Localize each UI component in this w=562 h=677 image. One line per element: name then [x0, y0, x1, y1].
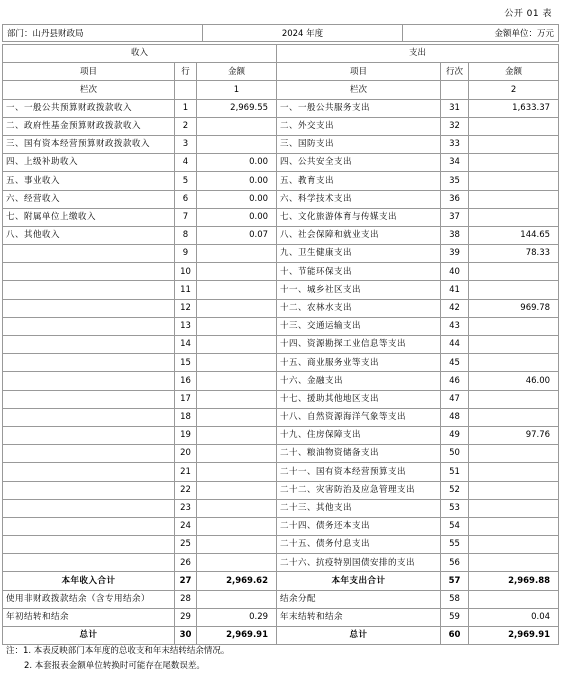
table-row — [3, 536, 559, 554]
income-item: 六、经营收入 — [3, 190, 175, 208]
expense-amount: 144.65 — [469, 226, 559, 244]
expense-line-no: 33 — [441, 135, 469, 153]
table-row — [3, 481, 559, 499]
form-code: 公开 01 表 — [504, 9, 552, 19]
expense-amount: 2,969.91 — [469, 627, 559, 645]
expense-item: 二十、粮油物资储备支出 — [277, 445, 441, 463]
table-row — [3, 590, 559, 608]
footnote-1: 注：1. 本表反映部门本年度的总收支和年末结转结余情况。 — [6, 646, 230, 656]
expense-amount — [469, 117, 559, 135]
income-amount — [197, 390, 277, 408]
table-row — [3, 245, 559, 263]
income-item: 总计 — [3, 627, 175, 645]
expense-amount: 46.00 — [469, 372, 559, 390]
income-item — [3, 281, 175, 299]
expense-amount: 97.76 — [469, 426, 559, 444]
expense-item: 总计 — [277, 627, 441, 645]
income-amount — [197, 117, 277, 135]
expense-line-no: 49 — [441, 426, 469, 444]
expense-line-no: 38 — [441, 226, 469, 244]
expense-amount — [469, 536, 559, 554]
expense-item: 十七、援助其他地区支出 — [277, 390, 441, 408]
income-line-no: 29 — [175, 608, 197, 626]
table-row — [3, 517, 559, 535]
income-item — [3, 517, 175, 535]
expense-item: 二十一、国有资本经营预算支出 — [277, 463, 441, 481]
income-line-no: 25 — [175, 536, 197, 554]
expense-line-no: 48 — [441, 408, 469, 426]
income-item — [3, 536, 175, 554]
income-amount-header: 金额 — [197, 63, 277, 81]
income-item — [3, 463, 175, 481]
income-line-no: 1 — [175, 99, 197, 117]
income-item: 本年收入合计 — [3, 572, 175, 590]
income-line-no: 30 — [175, 627, 197, 645]
table-row — [3, 426, 559, 444]
income-amount — [197, 263, 277, 281]
income-line-no: 11 — [175, 281, 197, 299]
table-row — [3, 463, 559, 481]
expense-item: 三、国防支出 — [277, 135, 441, 153]
expense-item: 二十三、其他支出 — [277, 499, 441, 517]
expense-lanci-blank — [441, 81, 469, 99]
income-amount — [197, 372, 277, 390]
income-line-no: 26 — [175, 554, 197, 572]
expense-item: 五、教育支出 — [277, 172, 441, 190]
expense-item: 结余分配 — [277, 590, 441, 608]
expense-item: 十六、金融支出 — [277, 372, 441, 390]
income-item — [3, 299, 175, 317]
table-row — [3, 499, 559, 517]
expense-item-header: 项目 — [277, 63, 441, 81]
expense-amount — [469, 463, 559, 481]
footnotes — [6, 644, 229, 674]
income-item: 五、事业收入 — [3, 172, 175, 190]
income-item — [3, 390, 175, 408]
income-amount — [197, 590, 277, 608]
expense-lanci-label: 栏次 — [277, 81, 441, 99]
expense-line-header: 行次 — [441, 63, 469, 81]
income-amount: 0.00 — [197, 208, 277, 226]
department-label: 部门：山丹县财政局 — [3, 25, 203, 42]
subtotal-row — [3, 572, 559, 590]
table-row — [3, 226, 559, 244]
table-row — [3, 554, 559, 572]
expense-amount — [469, 445, 559, 463]
income-line-no: 19 — [175, 426, 197, 444]
income-item-header: 项目 — [3, 63, 175, 81]
income-amount — [197, 517, 277, 535]
expense-item: 一、一般公共服务支出 — [277, 99, 441, 117]
expense-line-no: 35 — [441, 172, 469, 190]
income-amount — [197, 536, 277, 554]
expense-item: 二十六、抗疫特别国债安排的支出 — [277, 554, 441, 572]
expense-amount — [469, 354, 559, 372]
column-index-row — [3, 81, 559, 99]
income-item — [3, 445, 175, 463]
expense-line-no: 54 — [441, 517, 469, 535]
expense-item: 十三、交通运输支出 — [277, 317, 441, 335]
expense-amount — [469, 190, 559, 208]
table-row — [3, 608, 559, 626]
expense-amount — [469, 154, 559, 172]
expense-amount — [469, 390, 559, 408]
expense-amount — [469, 408, 559, 426]
table-row — [3, 372, 559, 390]
expense-col-index: 2 — [469, 81, 559, 99]
income-item — [3, 317, 175, 335]
total-row — [3, 627, 559, 645]
expense-line-no: 41 — [441, 281, 469, 299]
income-line-no: 22 — [175, 481, 197, 499]
income-line-no: 20 — [175, 445, 197, 463]
expense-amount — [469, 554, 559, 572]
income-item — [3, 372, 175, 390]
expense-item: 七、文化旅游体育与传媒支出 — [277, 208, 441, 226]
income-amount — [197, 245, 277, 263]
income-amount: 0.00 — [197, 190, 277, 208]
income-line-no: 10 — [175, 263, 197, 281]
expense-line-no: 40 — [441, 263, 469, 281]
expense-line-no: 59 — [441, 608, 469, 626]
table-row — [3, 317, 559, 335]
expense-line-no: 50 — [441, 445, 469, 463]
income-line-no: 5 — [175, 172, 197, 190]
income-amount — [197, 354, 277, 372]
income-line-no: 4 — [175, 154, 197, 172]
income-line-no: 16 — [175, 372, 197, 390]
expense-amount — [469, 281, 559, 299]
expense-amount-header: 金额 — [469, 63, 559, 81]
income-item — [3, 481, 175, 499]
income-item: 三、国有资本经营预算财政拨款收入 — [3, 135, 175, 153]
expense-item: 十一、城乡社区支出 — [277, 281, 441, 299]
income-line-no: 27 — [175, 572, 197, 590]
table-row — [3, 408, 559, 426]
expense-item: 十二、农林水支出 — [277, 299, 441, 317]
expense-line-no: 31 — [441, 99, 469, 117]
income-amount — [197, 499, 277, 517]
expense-item: 四、公共安全支出 — [277, 154, 441, 172]
expense-amount: 2,969.88 — [469, 572, 559, 590]
income-amount — [197, 299, 277, 317]
table-row — [3, 281, 559, 299]
expense-item: 年末结转和结余 — [277, 608, 441, 626]
income-item: 八、其他收入 — [3, 226, 175, 244]
expense-item: 六、科学技术支出 — [277, 190, 441, 208]
income-item — [3, 263, 175, 281]
income-line-no: 8 — [175, 226, 197, 244]
expense-item: 二、外交支出 — [277, 117, 441, 135]
expense-line-no: 34 — [441, 154, 469, 172]
income-line-no: 17 — [175, 390, 197, 408]
section-header-row — [3, 45, 559, 63]
income-amount — [197, 445, 277, 463]
income-amount — [197, 281, 277, 299]
income-amount — [197, 481, 277, 499]
expense-line-no: 43 — [441, 317, 469, 335]
expense-item: 二十五、债务付息支出 — [277, 536, 441, 554]
expense-line-no: 46 — [441, 372, 469, 390]
income-line-no: 6 — [175, 190, 197, 208]
income-line-no: 2 — [175, 117, 197, 135]
expense-amount — [469, 590, 559, 608]
income-item: 年初结转和结余 — [3, 608, 175, 626]
expense-amount: 969.78 — [469, 299, 559, 317]
table-row — [3, 263, 559, 281]
income-line-no: 9 — [175, 245, 197, 263]
expense-amount — [469, 517, 559, 535]
expense-item: 十四、资源勘探工业信息等支出 — [277, 336, 441, 354]
income-lanci-label: 栏次 — [3, 81, 175, 99]
income-col-index: 1 — [197, 81, 277, 99]
table-row — [3, 172, 559, 190]
expense-amount — [469, 481, 559, 499]
footnote-2: 2. 本套报表金额单位转换时可能存在尾数误差。 — [24, 661, 205, 671]
income-item: 一、一般公共预算财政拨款收入 — [3, 99, 175, 117]
expense-amount — [469, 317, 559, 335]
expense-item: 十、节能环保支出 — [277, 263, 441, 281]
expense-line-no: 44 — [441, 336, 469, 354]
income-amount — [197, 463, 277, 481]
income-line-no: 14 — [175, 336, 197, 354]
expense-amount — [469, 172, 559, 190]
expense-line-no: 53 — [441, 499, 469, 517]
expense-line-no: 32 — [441, 117, 469, 135]
income-line-no: 21 — [175, 463, 197, 481]
income-line-header: 行 — [175, 63, 197, 81]
income-item — [3, 499, 175, 517]
expense-item: 二十二、灾害防治及应急管理支出 — [277, 481, 441, 499]
table-row — [3, 190, 559, 208]
unit-label: 金额单位：万元 — [403, 25, 559, 42]
income-item: 四、上级补助收入 — [3, 154, 175, 172]
expense-line-no: 60 — [441, 627, 469, 645]
income-amount — [197, 336, 277, 354]
income-amount — [197, 408, 277, 426]
expense-line-no: 47 — [441, 390, 469, 408]
table-row — [3, 336, 559, 354]
expense-item: 八、社会保障和就业支出 — [277, 226, 441, 244]
income-expense-table — [2, 44, 559, 645]
expense-amount: 1,633.37 — [469, 99, 559, 117]
expense-line-no: 37 — [441, 208, 469, 226]
income-line-no: 15 — [175, 354, 197, 372]
table-row — [3, 208, 559, 226]
income-amount: 2,969.91 — [197, 627, 277, 645]
expense-item: 十八、自然资源海洋气象等支出 — [277, 408, 441, 426]
expense-line-no: 42 — [441, 299, 469, 317]
income-lanci-blank — [175, 81, 197, 99]
income-item — [3, 354, 175, 372]
income-item: 使用非财政拨款结余（含专用结余） — [3, 590, 175, 608]
income-amount: 0.29 — [197, 608, 277, 626]
income-amount: 0.00 — [197, 154, 277, 172]
table-row — [3, 354, 559, 372]
income-amount: 0.00 — [197, 172, 277, 190]
expense-amount — [469, 135, 559, 153]
income-amount — [197, 554, 277, 572]
expense-line-no: 56 — [441, 554, 469, 572]
expense-item: 十九、住房保障支出 — [277, 426, 441, 444]
fiscal-year: 2024 年度 — [203, 25, 403, 42]
expense-amount: 78.33 — [469, 245, 559, 263]
expense-amount — [469, 336, 559, 354]
income-line-no: 24 — [175, 517, 197, 535]
table-row — [3, 154, 559, 172]
table-row — [3, 135, 559, 153]
income-item — [3, 336, 175, 354]
income-amount — [197, 317, 277, 335]
expense-line-no: 58 — [441, 590, 469, 608]
income-amount — [197, 135, 277, 153]
income-line-no: 3 — [175, 135, 197, 153]
income-line-no: 13 — [175, 317, 197, 335]
income-item: 七、附属单位上缴收入 — [3, 208, 175, 226]
table-row — [3, 390, 559, 408]
table-row — [3, 117, 559, 135]
income-item — [3, 245, 175, 263]
income-amount: 2,969.55 — [197, 99, 277, 117]
income-line-no: 18 — [175, 408, 197, 426]
expense-line-no: 55 — [441, 536, 469, 554]
income-item — [3, 554, 175, 572]
expense-amount: 0.04 — [469, 608, 559, 626]
income-amount — [197, 426, 277, 444]
expense-item: 九、卫生健康支出 — [277, 245, 441, 263]
expense-item: 二十四、债务还本支出 — [277, 517, 441, 535]
expense-line-no: 45 — [441, 354, 469, 372]
expense-amount — [469, 263, 559, 281]
table-row — [3, 99, 559, 117]
table-row — [3, 299, 559, 317]
income-line-no: 28 — [175, 590, 197, 608]
expense-item: 十五、商业服务业等支出 — [277, 354, 441, 372]
expense-item: 本年支出合计 — [277, 572, 441, 590]
expense-line-no: 52 — [441, 481, 469, 499]
expense-section-header: 支出 — [277, 45, 559, 63]
table-row — [3, 445, 559, 463]
income-line-no: 23 — [175, 499, 197, 517]
expense-line-no: 51 — [441, 463, 469, 481]
income-item: 二、政府性基金预算财政拨款收入 — [3, 117, 175, 135]
income-line-no: 12 — [175, 299, 197, 317]
income-section-header: 收入 — [3, 45, 277, 63]
income-amount: 0.07 — [197, 226, 277, 244]
income-item — [3, 426, 175, 444]
expense-line-no: 57 — [441, 572, 469, 590]
income-item — [3, 408, 175, 426]
income-line-no: 7 — [175, 208, 197, 226]
expense-amount — [469, 499, 559, 517]
income-amount: 2,969.62 — [197, 572, 277, 590]
expense-amount — [469, 208, 559, 226]
report-meta — [2, 24, 559, 42]
expense-line-no: 36 — [441, 190, 469, 208]
expense-line-no: 39 — [441, 245, 469, 263]
column-header-row — [3, 63, 559, 81]
